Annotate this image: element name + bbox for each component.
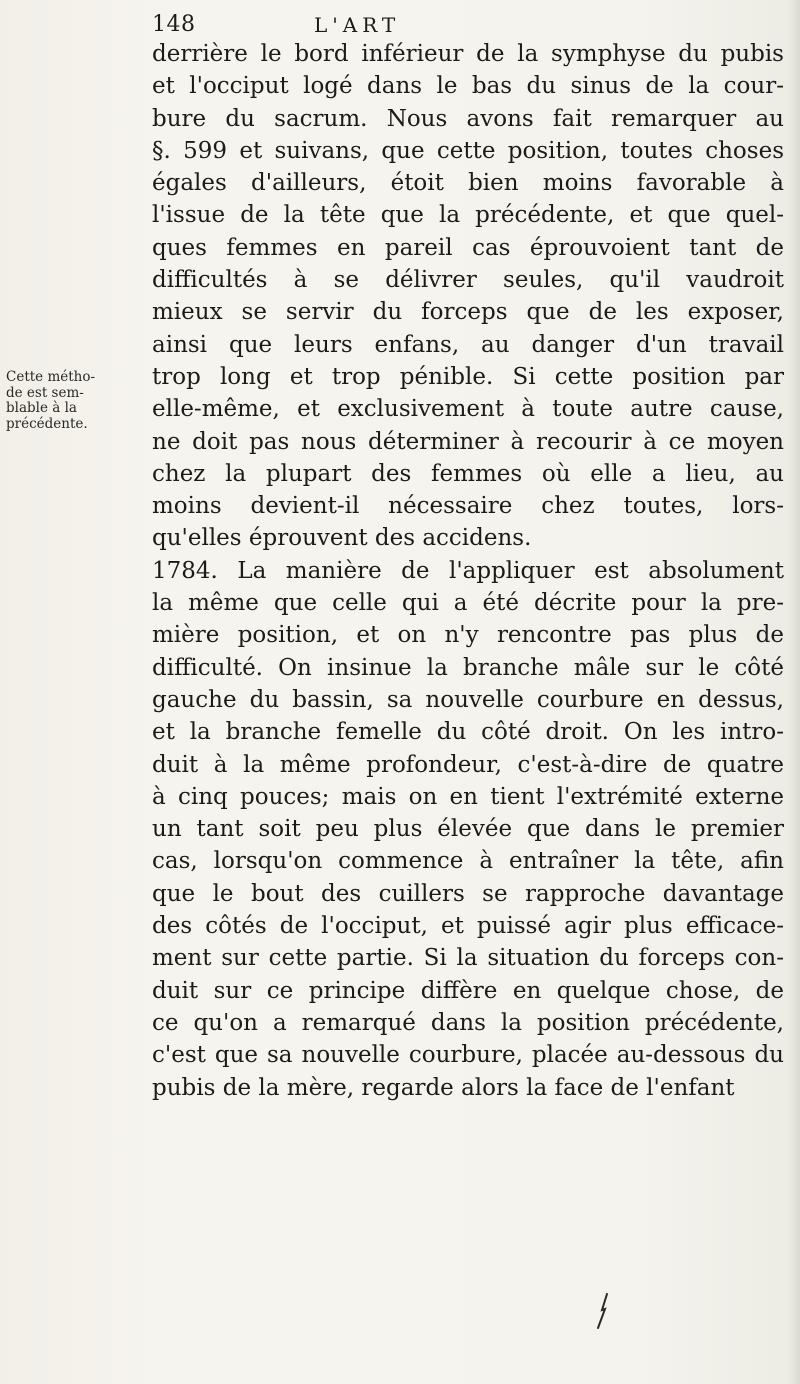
text-line: mière position, et on n'y rencontre pas plus de bbox=[152, 622, 784, 649]
text-line: ainsi que leurs enfans, au danger d'un travail bbox=[152, 331, 784, 358]
text-line: bure du sacrum. Nous avons fait remarquer au bbox=[152, 105, 784, 132]
text-line: elle-même, et exclusivement à toute autre cause, bbox=[152, 396, 784, 423]
text-line: c'est que sa nouvelle courbure, placée au-dessous du bbox=[152, 1042, 784, 1069]
page-edge-shadow bbox=[788, 0, 800, 1384]
text-line: difficultés à se délivrer seules, qu'il vaudroit bbox=[152, 267, 784, 294]
text-line: derrière le bord inférieur de la symphyse du pubis bbox=[152, 41, 784, 67]
ink-mark bbox=[593, 1292, 613, 1332]
text-line: difficulté. On insinue la branche mâle sur le côté bbox=[152, 654, 784, 681]
page-header bbox=[152, 10, 652, 40]
text-line: gauche du bassin, sa nouvelle courbure en dessus, bbox=[152, 686, 784, 713]
margin-note-line: Cette métho- bbox=[6, 369, 96, 385]
text-line: un tant soit peu plus élevée que dans le premier bbox=[152, 816, 784, 843]
margin-note-line: de est sem- bbox=[6, 384, 84, 401]
text-line: §. 599 et suivans, que cette position, toutes choses bbox=[152, 137, 784, 164]
text-line: ment sur cette partie. Si la situation du forceps con- bbox=[152, 945, 784, 972]
text-line: des côtés de l'occiput, et puissé agir plus efficace- bbox=[152, 913, 784, 940]
text-line: mieux se servir du forceps que de les exposer, bbox=[152, 299, 784, 326]
body-text bbox=[152, 38, 784, 1104]
margin-note-line: précédente. bbox=[6, 415, 88, 432]
text-line: ques femmes en pareil cas éprouvoient tant de bbox=[152, 234, 784, 261]
text-line: ne doit pas nous déterminer à recourir à ce moyen bbox=[152, 428, 784, 455]
text-line: pubis de la mère, regarde alors la face de l'enfant bbox=[152, 1074, 735, 1101]
text-line: et la branche femelle du côté droit. On les intro- bbox=[152, 719, 784, 746]
text-line: chez la plupart des femmes où elle a lieu, au bbox=[152, 460, 784, 487]
text-line: à cinq pouces; mais on en tient l'extrémité externe bbox=[152, 783, 784, 810]
margin-note bbox=[6, 370, 146, 432]
text-line: duit sur ce principe diffère en quelque chose, de bbox=[152, 977, 784, 1004]
text-line: que le bout des cuillers se rapproche davantage bbox=[152, 880, 784, 907]
margin-note-line: blable à la bbox=[6, 400, 77, 416]
text-line: trop long et trop pénible. Si cette position par bbox=[152, 363, 784, 390]
text-line: moins devient-il nécessaire chez toutes, lors- bbox=[152, 493, 784, 520]
text-line: cas, lorsqu'on commence à entraîner la tête, afin bbox=[152, 848, 784, 875]
text-line: égales d'ailleurs, étoit bien moins favorable à bbox=[152, 170, 784, 197]
text-line: l'issue de la tête que la précédente, et que quel- bbox=[152, 202, 784, 229]
text-line: qu'elles éprouvent des accidens. bbox=[152, 525, 532, 552]
page-number: 148 bbox=[152, 12, 196, 37]
text-line: et l'occiput logé dans le bas du sinus de la cour- bbox=[152, 73, 784, 100]
text-line: 1784. La manière de l'appliquer est absolument bbox=[152, 557, 784, 584]
text-line: la même que celle qui a été décrite pour la pre- bbox=[152, 590, 784, 617]
text-line: ce qu'on a remarqué dans la position précédente, bbox=[152, 1009, 784, 1036]
text-line: duit à la même profondeur, c'est-à-dire de quatre bbox=[152, 751, 784, 778]
running-title: L'ART bbox=[314, 13, 401, 37]
